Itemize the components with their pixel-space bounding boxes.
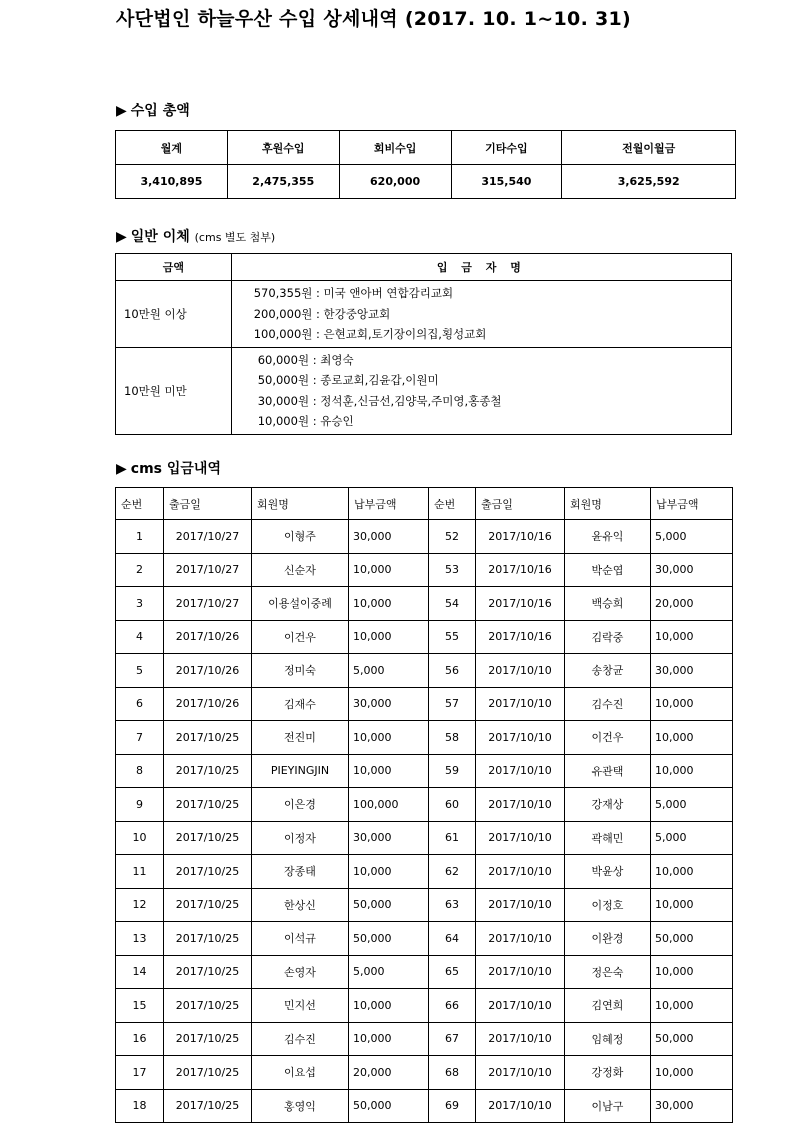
cms-seq: 9 [116,788,164,822]
cms-amount: 10,000 [651,721,733,755]
cms-date: 2017/10/10 [476,721,565,755]
cms-amount: 30,000 [349,520,429,554]
cms-seq: 61 [429,821,476,855]
cms-seq: 67 [429,1022,476,1056]
cms-date: 2017/10/25 [164,888,252,922]
cms-member: 이석규 [252,922,349,956]
cms-seq: 56 [429,654,476,688]
cms-seq: 15 [116,989,164,1023]
table-row [116,1089,733,1123]
cms-amount: 10,000 [349,754,429,788]
general-donor-line: 570,355원 : 미국 앤아버 연합감리교회 [253,286,454,300]
cms-member: 민지선 [252,989,349,1023]
cms-amount: 10,000 [349,620,429,654]
summary-header: 회비수입 [339,131,451,165]
general-header: 입 금 자 명 [231,254,731,281]
triangle-bullet-icon: ▶ [116,461,127,477]
section-heading-general [116,226,275,246]
cms-date: 2017/10/10 [476,788,565,822]
cms-member: 이용설이중례 [252,587,349,621]
summary-value: 315,540 [451,165,562,199]
cms-date: 2017/10/25 [164,922,252,956]
cms-member: 이형주 [252,520,349,554]
cms-header: 회원명 [565,488,651,520]
table-row [116,553,733,587]
general-donor-line: 30,000원 : 정석훈,신금선,김양묵,주미영,홍종철 [257,393,502,408]
cms-deposit-table [115,487,733,1123]
summary-table [115,130,736,199]
table-row [116,1022,733,1056]
table-row [116,620,733,654]
summary-header: 기타수입 [451,131,562,165]
cms-member: 김락중 [565,620,651,654]
section-heading-cms [116,458,221,478]
cms-member: 강재상 [565,788,651,822]
cms-amount: 10,000 [349,587,429,621]
general-donor-line: 200,000원 : 한강중앙교회 [253,306,391,321]
cms-date: 2017/10/10 [476,922,565,956]
triangle-bullet-icon: ▶ [116,229,127,245]
cms-member: 이요섭 [252,1056,349,1090]
cms-member: 이남구 [565,1089,651,1123]
cms-amount: 10,000 [651,855,733,889]
cms-amount: 5,000 [349,654,429,688]
cms-seq: 16 [116,1022,164,1056]
cms-member: 송창균 [565,654,651,688]
cms-member: 손영자 [252,955,349,989]
general-donor-list [231,281,731,348]
cms-amount: 10,000 [349,855,429,889]
summary-header: 후원수입 [227,131,339,165]
section-label: 일반 이체 [130,229,190,245]
cms-date: 2017/10/25 [164,1056,252,1090]
cms-seq: 13 [116,922,164,956]
cms-date: 2017/10/10 [476,989,565,1023]
table-row [116,754,733,788]
cms-date: 2017/10/26 [164,654,252,688]
cms-amount: 10,000 [349,1022,429,1056]
cms-seq: 55 [429,620,476,654]
cms-seq: 62 [429,855,476,889]
cms-date: 2017/10/25 [164,989,252,1023]
cms-date: 2017/10/25 [164,788,252,822]
cms-amount: 30,000 [349,821,429,855]
cms-amount: 10,000 [651,754,733,788]
cms-date: 2017/10/16 [476,553,565,587]
cms-seq: 1 [116,520,164,554]
cms-date: 2017/10/27 [164,587,252,621]
cms-amount: 10,000 [651,888,733,922]
cms-header: 납부금액 [349,488,429,520]
cms-amount: 20,000 [651,587,733,621]
cms-member: 임혜정 [565,1022,651,1056]
cms-date: 2017/10/10 [476,654,565,688]
cms-member: 이건우 [565,721,651,755]
cms-member: 윤유익 [565,520,651,554]
cms-amount: 50,000 [651,1022,733,1056]
cms-seq: 65 [429,955,476,989]
cms-amount: 10,000 [349,553,429,587]
cms-seq: 63 [429,888,476,922]
cms-amount: 50,000 [349,922,429,956]
section-label: cms 입금내역 [130,461,221,477]
cms-date: 2017/10/10 [476,955,565,989]
cms-amount: 30,000 [349,687,429,721]
cms-amount: 10,000 [651,687,733,721]
general-category: 10만원 미만 [116,347,232,434]
cms-member: 이정호 [565,888,651,922]
general-transfer-table [115,253,732,435]
table-row [116,520,733,554]
cms-date: 2017/10/25 [164,754,252,788]
cms-header: 회원명 [252,488,349,520]
cms-date: 2017/10/16 [476,587,565,621]
cms-seq: 52 [429,520,476,554]
summary-value: 2,475,355 [227,165,339,199]
cms-date: 2017/10/25 [164,1089,252,1123]
cms-seq: 68 [429,1056,476,1090]
cms-header-row [116,488,733,520]
table-row [116,821,733,855]
cms-date: 2017/10/26 [164,620,252,654]
cms-header: 순번 [429,488,476,520]
cms-member: 전진미 [252,721,349,755]
cms-header: 순번 [116,488,164,520]
summary-value: 3,410,895 [116,165,228,199]
cms-seq: 14 [116,955,164,989]
cms-seq: 66 [429,989,476,1023]
table-row [116,788,733,822]
cms-date: 2017/10/10 [476,855,565,889]
cms-amount: 5,000 [651,821,733,855]
cms-date: 2017/10/25 [164,721,252,755]
page-title: 사단법인 하늘우산 수입 상세내역 (2017. 10. 1~10. 31) [116,8,632,30]
cms-amount: 5,000 [651,788,733,822]
cms-seq: 17 [116,1056,164,1090]
table-row [116,955,733,989]
cms-seq: 53 [429,553,476,587]
cms-seq: 10 [116,821,164,855]
cms-seq: 4 [116,620,164,654]
cms-seq: 2 [116,553,164,587]
cms-amount: 30,000 [651,553,733,587]
cms-member: 곽해민 [565,821,651,855]
cms-amount: 10,000 [651,989,733,1023]
cms-member: 박순엽 [565,553,651,587]
cms-date: 2017/10/10 [476,754,565,788]
table-row [116,721,733,755]
cms-seq: 12 [116,888,164,922]
cms-seq: 69 [429,1089,476,1123]
cms-date: 2017/10/16 [476,520,565,554]
cms-member: 홍영익 [252,1089,349,1123]
general-donor-list [231,347,731,434]
cms-table-body [116,520,733,1123]
cms-seq: 18 [116,1089,164,1123]
cms-member: 이정자 [252,821,349,855]
cms-date: 2017/10/10 [476,1089,565,1123]
cms-member: 신순자 [252,553,349,587]
cms-amount: 10,000 [651,1056,733,1090]
summary-value: 3,625,592 [562,165,736,199]
cms-amount: 10,000 [651,620,733,654]
cms-date: 2017/10/27 [164,553,252,587]
cms-member: 박윤상 [565,855,651,889]
general-donor-line: 50,000원 : 종로교회,김윤갑,이원미 [257,373,439,387]
triangle-bullet-icon: ▶ [116,103,127,119]
cms-seq: 6 [116,687,164,721]
general-donor-line: 100,000원 : 은현교회,토기장이의집,횡성교회 [253,327,487,341]
cms-seq: 11 [116,855,164,889]
cms-date: 2017/10/10 [476,1056,565,1090]
cms-seq: 60 [429,788,476,822]
cms-header: 납부금액 [651,488,733,520]
cms-amount: 5,000 [349,955,429,989]
cms-amount: 10,000 [651,955,733,989]
general-donor-line: 60,000원 : 최영숙 [257,352,354,367]
cms-seq: 5 [116,654,164,688]
general-donor-line: 10,000원 : 유승인 [257,414,354,428]
cms-member: 김수진 [565,687,651,721]
cms-amount: 50,000 [651,922,733,956]
cms-member: 강정화 [565,1056,651,1090]
summary-value: 620,000 [339,165,451,199]
cms-seq: 8 [116,754,164,788]
cms-date: 2017/10/27 [164,520,252,554]
cms-member: PIEYINGJIN [252,754,349,788]
cms-member: 한상신 [252,888,349,922]
cms-date: 2017/10/10 [476,821,565,855]
cms-amount: 50,000 [349,888,429,922]
table-row [116,587,733,621]
cms-seq: 59 [429,754,476,788]
table-row [116,1056,733,1090]
table-row [116,654,733,688]
cms-member: 백승희 [565,587,651,621]
cms-date: 2017/10/10 [476,888,565,922]
table-row [116,922,733,956]
summary-header: 월계 [116,131,228,165]
cms-amount: 100,000 [349,788,429,822]
cms-member: 이완경 [565,922,651,956]
cms-amount: 50,000 [349,1089,429,1123]
cms-member: 김연희 [565,989,651,1023]
section-label: 수입 총액 [130,103,190,119]
cms-date: 2017/10/26 [164,687,252,721]
section-heading-summary [116,100,190,120]
table-row [116,989,733,1023]
cms-header: 출금일 [164,488,252,520]
cms-amount: 10,000 [349,989,429,1023]
cms-seq: 64 [429,922,476,956]
cms-date: 2017/10/25 [164,855,252,889]
cms-amount: 10,000 [349,721,429,755]
cms-amount: 5,000 [651,520,733,554]
table-row [116,888,733,922]
cms-member: 김수진 [252,1022,349,1056]
cms-amount: 20,000 [349,1056,429,1090]
cms-seq: 3 [116,587,164,621]
general-category: 10만원 이상 [116,281,232,348]
cms-member: 이은경 [252,788,349,822]
cms-header: 출금일 [476,488,565,520]
general-header: 금액 [116,254,232,281]
cms-date: 2017/10/25 [164,821,252,855]
cms-seq: 7 [116,721,164,755]
cms-member: 김재수 [252,687,349,721]
cms-member: 이건우 [252,620,349,654]
cms-date: 2017/10/25 [164,955,252,989]
table-row [116,687,733,721]
cms-member: 유관택 [565,754,651,788]
cms-seq: 57 [429,687,476,721]
table-row [116,855,733,889]
cms-seq: 54 [429,587,476,621]
cms-member: 장종태 [252,855,349,889]
cms-member: 정미숙 [252,654,349,688]
section-note: (cms 별도 첨부) [194,231,276,244]
cms-amount: 30,000 [651,1089,733,1123]
cms-date: 2017/10/25 [164,1022,252,1056]
cms-seq: 58 [429,721,476,755]
cms-date: 2017/10/16 [476,620,565,654]
cms-date: 2017/10/10 [476,687,565,721]
cms-amount: 30,000 [651,654,733,688]
summary-header: 전월이월금 [562,131,736,165]
cms-date: 2017/10/10 [476,1022,565,1056]
cms-member: 정은숙 [565,955,651,989]
